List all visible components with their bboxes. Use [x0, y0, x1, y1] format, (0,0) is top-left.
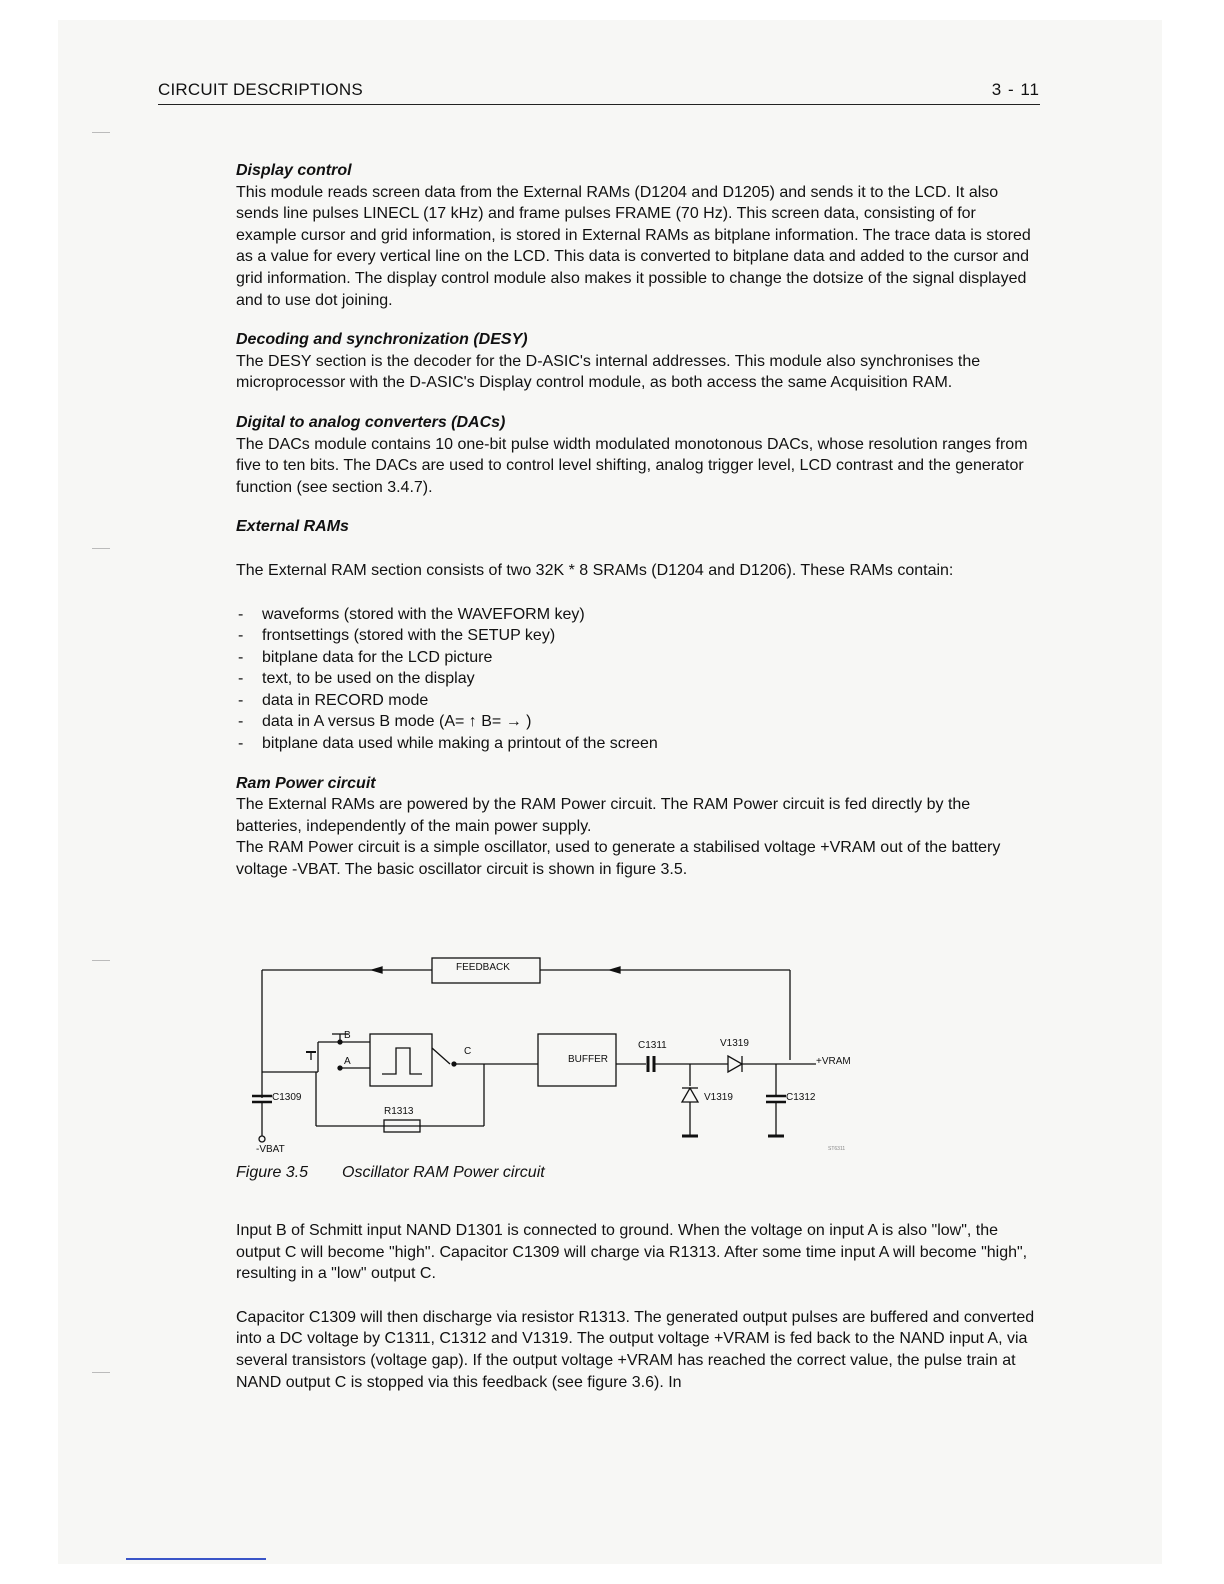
- label-feedback: FEEDBACK: [456, 962, 510, 973]
- list-item: - text, to be used on the display: [236, 668, 1040, 690]
- arrow-icon: [610, 967, 620, 973]
- margin-mark: [92, 1372, 110, 1373]
- label-vbat: -VBAT: [256, 1144, 285, 1155]
- label-v1319-series: V1319: [720, 1038, 749, 1049]
- bottom-rule: [126, 1558, 266, 1560]
- section-text: The External RAM section consists of two 32K * 8 SRAMs (D1204 and D1206). These RAMs contain:: [236, 561, 954, 579]
- list-item: - waveforms (stored with the WAVEFORM key): [236, 604, 1040, 626]
- label-v1319-shunt: V1319: [704, 1092, 733, 1103]
- margin-mark: [92, 960, 110, 961]
- label-input-b: B: [344, 1030, 351, 1041]
- label-buffer: BUFFER: [568, 1054, 608, 1065]
- figure-title: Oscillator RAM Power circuit: [342, 1164, 545, 1181]
- section-title: External RAMs: [236, 518, 349, 536]
- page-header: [158, 78, 1040, 105]
- section-dacs: [236, 412, 1040, 498]
- header-page-number: 3 - 11: [991, 80, 1040, 99]
- section-text: This module reads screen data from the External RAMs (D1204 and D1205) and sends it to the LCD. It also sends line pulses LINECL (17 kHz) and frame pulses FRAME (70 Hz). This screen data, consisting of for example cursor and grid information, is stored in External RAMs as bitplane information. The trace data is stored as a value for every vertical line on the LCD. This data is converted to bitplane data and added to the cursor and grid information. The display control module also makes it possible to change the dotsize of the signal displayed and to use dot joining.: [236, 183, 1031, 309]
- list-item: - frontsettings (stored with the SETUP key): [236, 625, 1040, 647]
- schmitt-symbol: [382, 1048, 422, 1074]
- section-title: Display control: [236, 162, 352, 179]
- v1319-diode: [728, 1056, 742, 1072]
- section-external-rams: [236, 516, 1040, 754]
- margin-mark: [92, 132, 110, 133]
- section-title: Ram Power circuit: [236, 774, 376, 792]
- vbat-terminal: [259, 1136, 265, 1142]
- v1319-shunt-diode: [682, 1088, 698, 1102]
- arrow-icon: [372, 967, 382, 973]
- figure-number: Figure 3.5: [236, 1164, 309, 1181]
- section-desy: [236, 329, 1040, 394]
- paragraph: Capacitor C1309 will then discharge via resistor R1313. The generated output pulses are buffered and converted into a DC voltage by C1311, C1312 and V1319. The output voltage +VRAM is fed back to the NAND input A, via several transistors (voltage gap). If the output voltage +VRAM has reached the correct value, the pulse train at NAND output C is stopped via this feedback (see figure 3.6). In: [236, 1308, 1035, 1391]
- label-output-c: C: [464, 1046, 472, 1057]
- section-text: The DACs module contains 10 one-bit pulse width modulated monotonous DACs, whose resolution ranges from five to ten bits. The DACs are used to control level shifting, analog trigger level, LCD contrast and the generator function (see section 3.4.7).: [236, 435, 1028, 496]
- label-c1311: C1311: [638, 1040, 667, 1051]
- section-title: Decoding and synchronization (DESY): [236, 331, 528, 349]
- section-title: Digital to analog converters (DACs): [236, 413, 506, 431]
- main-content: [236, 160, 1040, 899]
- ram-contents-list: [236, 604, 1040, 755]
- output-wire: [432, 1048, 450, 1064]
- section-display-control: [236, 160, 1040, 311]
- label-vram: +VRAM: [816, 1056, 851, 1067]
- list-item: - bitplane data for the LCD picture: [236, 647, 1040, 669]
- label-r1313: R1313: [384, 1106, 414, 1117]
- list-item: - data in A versus B mode (A= ↑ B= → ): [236, 711, 1040, 733]
- section-ram-power: [236, 773, 1040, 881]
- label-figure-code: ST6311: [828, 1146, 846, 1152]
- lower-content: [236, 1220, 1040, 1415]
- label-input-a: A: [344, 1056, 351, 1067]
- oscillator-circuit-diagram: [236, 948, 876, 1155]
- section-text: The DESY section is the decoder for the D-ASIC's internal addresses. This module also synchronises the microprocessor with the D-ASIC's Display control module, as both access the same Acquisition RAM.: [236, 352, 981, 392]
- list-item: - bitplane data used while making a printout of the screen: [236, 733, 1040, 755]
- margin-mark: [92, 548, 110, 549]
- list-item: - data in RECORD mode: [236, 690, 1040, 712]
- circuit-schematic: [236, 948, 876, 1148]
- paragraph: Input B of Schmitt input NAND D1301 is connected to ground. When the voltage on input A is also "low", the output C will become "high". Capacitor C1309 will charge via R1313. After some time input A will become "high", resulting in a "low" output C.: [236, 1222, 1028, 1283]
- label-c1312: C1312: [786, 1092, 816, 1103]
- schmitt-nand-box: [370, 1034, 432, 1086]
- label-c1309: C1309: [272, 1092, 302, 1103]
- section-text: The External RAMs are powered by the RAM Power circuit. The RAM Power circuit is fed directly by the batteries, independently of the main power supply.: [236, 796, 971, 835]
- figure-caption: [236, 1164, 545, 1182]
- header-section: CIRCUIT DESCRIPTIONS: [158, 80, 363, 99]
- section-text: The RAM Power circuit is a simple oscillator, used to generate a stabilised voltage +VRAM out of the battery voltage -VBAT. The basic oscillator circuit is shown in figure 3.5.: [236, 839, 1001, 879]
